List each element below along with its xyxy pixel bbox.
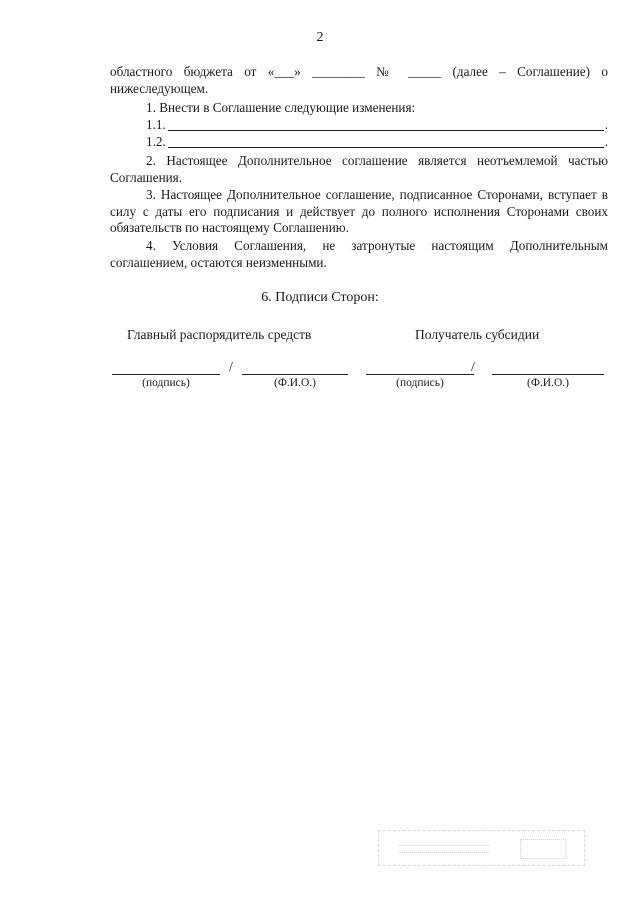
clause-1-1-dot: . <box>604 117 608 132</box>
right-slash: / <box>471 360 475 375</box>
intro-paragraph: областного бюджета от «___» ________ № _____ (далее – Соглашение) о нижеследующем. <box>110 64 608 96</box>
clause-1-2-row <box>146 134 608 150</box>
clause-1-2-dot: . <box>604 134 608 149</box>
clause-1-1-row <box>146 117 608 133</box>
right-party-heading: Получатель субсидии <box>415 327 540 342</box>
clause-3-text: 3. Настоящее Дополнительное соглашение, подписанное Сторонами, вступает в силу с даты его подписания и действует до полного исполнения Сторонами своих обязательств по настоящему Соглашению. <box>110 187 608 235</box>
faint-stamp-mark <box>378 830 585 866</box>
clause-1-2-blank <box>168 135 604 148</box>
clause-4-text: 4. Условия Соглашения, не затронутые настоящим Дополнительным соглашением, остаются неизменными. <box>110 238 608 270</box>
clause-1-2-label: 1.2. <box>146 134 166 149</box>
clause-1 <box>110 100 608 117</box>
page-number: 2 <box>316 30 324 45</box>
right-signature-line <box>366 374 474 375</box>
left-slash: / <box>229 360 233 375</box>
left-signature-line <box>112 374 220 375</box>
left-name-caption: (Ф.И.О.) <box>274 377 316 389</box>
clause-2-text: 2. Настоящее Дополнительное соглашение является неотъемлемой частью Соглашения. <box>110 153 608 185</box>
clause-2 <box>110 153 608 186</box>
left-name-line <box>242 374 348 375</box>
left-party-heading: Главный распорядитель средств <box>127 327 312 342</box>
clause-1-1-blank <box>168 118 604 131</box>
right-name-line <box>492 374 604 375</box>
clause-1-1-label: 1.1. <box>146 117 166 132</box>
right-name-caption: (Ф.И.О.) <box>527 377 569 389</box>
clause-1-text: 1. Внести в Соглашение следующие изменения: <box>146 100 416 115</box>
clause-4 <box>110 238 608 271</box>
signatures-title: 6. Подписи Сторон: <box>261 290 379 305</box>
clause-3 <box>110 187 608 237</box>
left-signature-caption: (подпись) <box>142 377 190 389</box>
right-signature-caption: (подпись) <box>396 377 444 389</box>
